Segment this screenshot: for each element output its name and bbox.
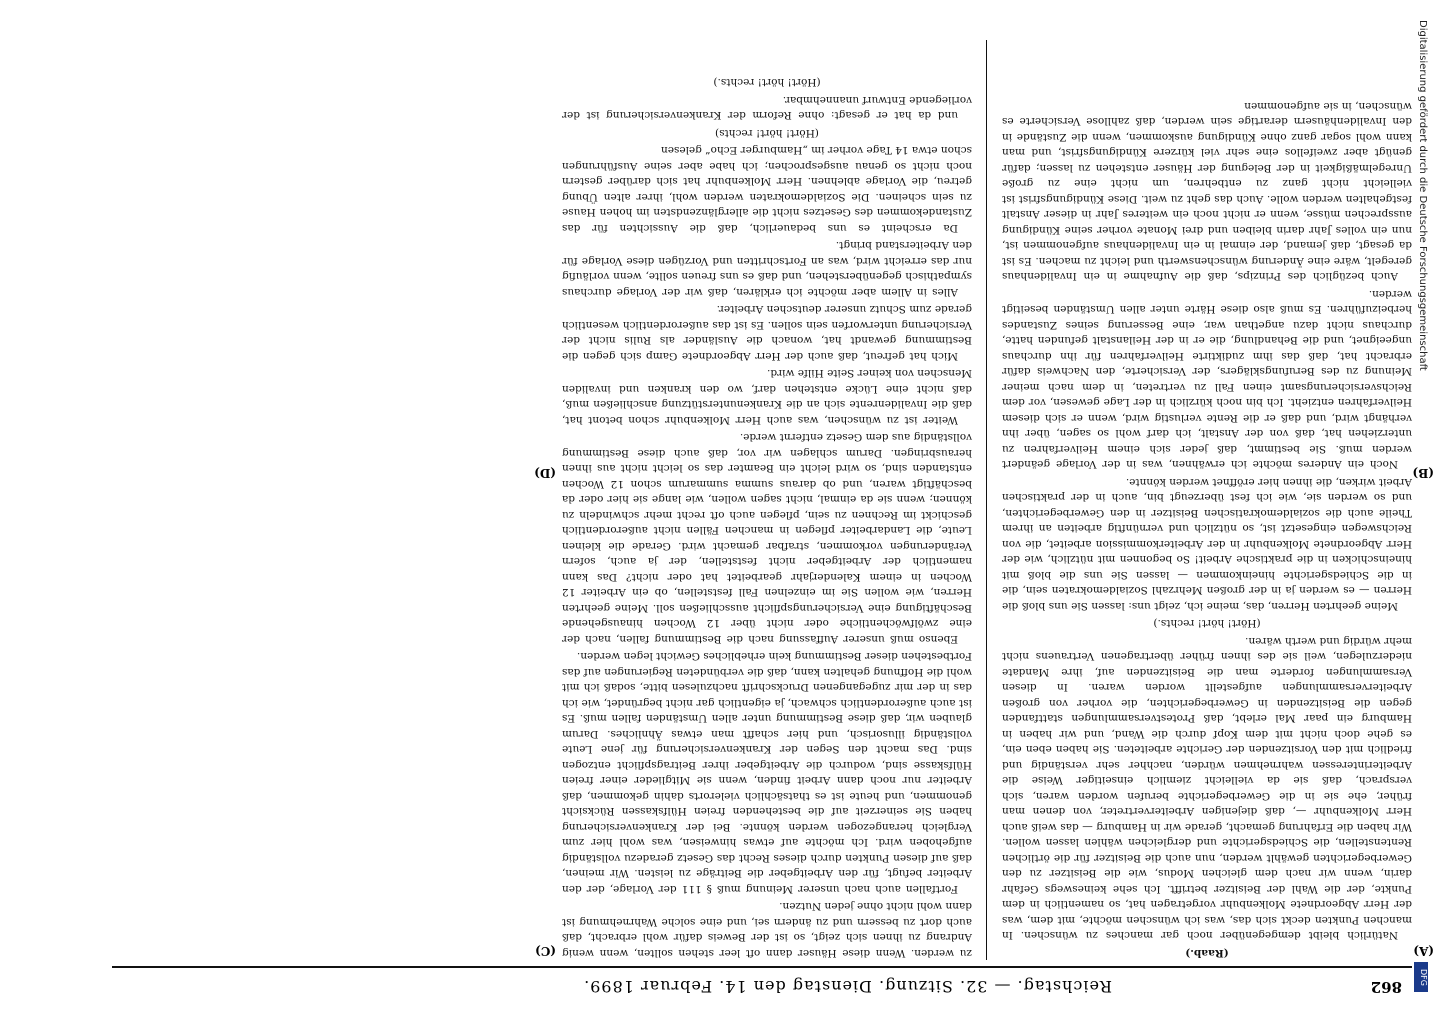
paragraph: und da hat er gesagt: ohne Reform der Krankenversicherung ist der vorliegende Entwurf unannehmbar. bbox=[562, 92, 972, 123]
page-header bbox=[112, 966, 1412, 1000]
credit-strip bbox=[1412, 0, 1432, 1000]
column-divider bbox=[986, 40, 987, 960]
paragraph: Mich hat gefreut, daß auch der Herr Abgeordnete Gamp sich gegen die Bestimmung gewandt hat, wonach die Ausländer als Rulis nicht der Versicherung unterworfen sein sollen. Es ist das außerordentlich wesentlich gerade zum Schutz unserer deutschen Arbeiter. bbox=[562, 301, 972, 363]
left-column bbox=[1002, 96, 1412, 961]
dfg-logo: DFG bbox=[1414, 962, 1428, 992]
interjection: (Hört! hört! rechts.) bbox=[1002, 615, 1412, 631]
paragraph: Ebenso muß unserer Auffassung nach die Bestimmung fallen, nach der eine zwölfwöchentliche oder nicht über 12 Wochen hinausgehende Beschäftigung eine Versicherungspflicht ausschließen soll. Meine geehrten Herren, wie wollen Sie im einzelnen Fall feststellen, ob ein Arbeiter 12 Wochen in einem Kalenderjahr gearbeitet hat oder nicht? Das kann namentlich der Arbeitgeber nicht feststellen, der ja auch, sofern Veränderungen vorkommen, strafbar gemacht wird. Gerade die kleinen Leute, die Landarbeiter pflegen in manchen Fällen nicht außerordentlich geschickt im Rechnen zu sein, pflegen auch oft recht mehr schwindeln zu können; wenn sie da einmal, nicht sagen wollen, wie lange sie hier oder da beschäftigt waren, und ob daraus summa summarum schon 12 Wochen entstanden sind, so wird leicht ein Beamter das so leicht nicht aus ihnen herausbringen. Darum schlagen wir vor, daß auch diese Bestimmung vollständig aus dem Gesetz entfernt werde. bbox=[562, 429, 972, 646]
paragraph: Natürlich bleibt demgegenüber noch gar manches zu wünschen. In manchen Punkten deckt sich das, was ich wünschen möchte, mit dem, was der Herr Abgeordnete Molkenbuhr vorgetragen hat, so namentlich in dem Punkte, der die Wahl der Beisitzer betrifft. Ich sehe keineswegs Gefahr darin, wenn wir nach dem gleichen Modus, wie die Beisitzer zu den Gewerbegerichten gewählt werden, nun auch die Beisitzer für die örtlichen Rentenstellen, die Schiedsgerichte und dergleichen wählen lassen wollen. Wir haben die Erfahrung gemacht, gerade wir in Hamburg — das weiß auch Herr Molkenbuhr —, daß diejenigen Arbeitervertreter, von denen man früher, ehe sie in die Gewerbegerichte berufen worden waren, sich versprach, daß sie da vielleicht ziemlich einseitiger Weise die Arbeiterinteressen wahrnehmen würden, nachher sehr verständig und friedlich mit den Vorsitzenden der Gerichte arbeiteten. Sie haben eben ein, es gehe doch nicht mit dem Kopf durch die Wand, und wir haben in Hamburg ein paar Mal erlebt, daß Protestversammlungen stattfanden gegen die Beisitzenden in Gewerbegerichten, die vorher von großen Arbeiterversammlungen aufgestellt worden waren. In diesen Versammlungen forderte man die Beisitzenden auf, ihre Mandate niederzulegen, weil sie des ihnen früher übertragenen Vertrauens nicht mehr würdig und werth wären. bbox=[1002, 633, 1412, 943]
margin-mark-d: (D) bbox=[534, 466, 556, 480]
interjection: (Hört! hört! rechts) bbox=[562, 125, 972, 141]
margin-mark-c: (C) bbox=[535, 944, 556, 958]
paragraph: Meine geehrten Herren, das, meine ich, zeigt uns: lassen Sie uns bloß die Herren — es werden ja in der großen Mehrzahl Sozialdemokraten sein, die in die Schiedsgerichte hineinkommen — lassen Sie uns die bloß mit hineinschicken in die praktische Arbeit! So begonnen mit nützlich, wie der Herr Abgeordnete Molkenbuhr in der Arbeiterkommission arbeitet, die von Reichswegen eingesetzt ist, so nützlich und vernünftig arbeiten an ihrem Theile auch die sozialdemokratischen Beisitzer in den Gewerbegerichten, und so werden sie, wie ich fest überzeugt bin, auch in der praktischen Arbeit wirken, die ihnen hier eröffnet werden könnte. bbox=[1002, 474, 1412, 614]
page-title: Reichstag. — 32. Sitzung. Dienstag den 14. Februar 1899. bbox=[583, 977, 1112, 996]
speaker-label: (Raab.) bbox=[1002, 945, 1412, 961]
paragraph: Fortfallen auch nach unserer Meinung muß § 111 der Vorlage, der den Arbeiter befugt, für den Arbeitgeber die Beiträge zu leisten. Wir meinen, daß auf diesen Punkten durch dieses Recht das Gesetz geradezu vollständig aufgehoben wird. Ich möchte auf etwas hinweisen, was wohl hier zum Vergleich herangezogen werden könnte. Bei der Krankenversicherung haben Sie seinerzeit auf die bestehenden freien Hülfskassen Rücksicht genommen, und heute ist es thatsächlich vielerorts dahin gekommen, daß Arbeiter nur noch dann Arbeit finden, wenn sie Mitglieder einer freien Hülfskasse sind, wodurch die Arbeitgeber ihrer Beitragspflicht entzogen sind. Das macht den Segen der Krankenversicherung für jene Leute vollständig illusorisch, und hier schafft man etwas Ähnliches. Darum glauben wir, daß diese Bestimmung unter allen Umständen fallen muß. Es ist auch außerordentlich schwach, ja eigentlich gar nicht begründet, wie ich das in der mir zugegangenen Druckschrift nachzulesen bitte, sodaß ich mit wohl die Hoffnung gehalten kann, daß die verbündeten Regierungen auf das Fortbestehen dieser Bestimmung kein erhebliches Gewicht legen werden. bbox=[562, 648, 972, 896]
paragraph: Alles in Allem aber möchte ich erklären, daß wir der Vorlage durchaus sympathisch gegenüberstehen, und daß es uns freuen sollte, wenn vorläufig nur das erreicht wird, was an Fortschritten und Vorzügen diese Vorlage für den Arbeiterstand bringt. bbox=[562, 237, 972, 299]
paragraph: Da erscheint es uns bedauerlich, daß die Aussichten für das Zustandekommen des Gesetzes nicht die allerglänzendsten im hohen Hause zu sein scheinen. Die Sozialdemokraten werden wohl, ihrer alten Übung getreu, die Vorlage ablehnen. Herr Molkenbuhr hat sich darüber gestern noch nicht so genau ausgesprochen; ich habe aber seine Ausführungen schon etwa 14 Tage vorher im „Hamburger Echo“ gelesen bbox=[562, 142, 972, 235]
paragraph: zu werden. Wenn diese Häuser dann oft leer stehen sollten, wenn wenig Andrang zu ihnen sich zeigt, so ist der Beweis dafür wohl erbracht, daß auch dort zu bessern und zu ändern sei, und eine solche Wahrnehmung ist dann wohl nicht ohne jeden Nutzen. bbox=[562, 898, 972, 960]
margin-mark-a: (A) bbox=[1413, 944, 1434, 958]
right-column bbox=[562, 72, 972, 960]
page-number: 862 bbox=[1371, 978, 1402, 996]
credit-text: Digitalisierung gefördert durch die Deutsche Forschungsgemeinschaft bbox=[1412, 0, 1432, 1020]
paragraph: Noch ein Anderes möchte ich erwähnen, was in der Vorlage geändert werden muß. Sie bestimmt, daß jeder sich einem Heilverfahren zu unterziehen hat, daß von der Anstalt, ich darf wohl so sagen, über ihn verhängt wird, und daß er die Rente verlustig wird, wenn er sich diesem Heilverfahren entzieht. Ich bin noch kürzlich in der Lage gewesen, vor dem Reichsversicherungsamt einen Fall zu vertreten, in dem nach meiner Meinung zu des Berufungsklägers, der Versicherte, den Nachweis dafür erbracht hat, daß das ihm zudiktirte Heilverfahren für ihn durchaus ungeeignet, und die Behandlung, die er in der Heilanstalt gefunden hatte, durchaus nicht dazu angethan war, eine Besserung seines Zustandes herbeizuführen. Es muß also diese Härte unter allen Umständen beseitigt werden. bbox=[1002, 286, 1412, 472]
paragraph: Weiter ist zu wünschen, was auch Herr Molkenbuhr schon betont hat, daß die Invalidenrente sich an die Krankenunterstützung anschließen muß, daß nicht eine Lücke entstehen darf, wo den kranken und invaliden Menschen von keiner Seite Hilfe wird. bbox=[562, 365, 972, 427]
newspaper-page bbox=[22, 0, 1412, 1000]
margin-mark-b: (B) bbox=[1413, 466, 1434, 480]
paragraph: Auch bezüglich des Prinzips, daß die Aufnahme in ein Invalidenhaus geregelt, wäre eine Änderung wünschenswerth und leicht zu machen. Es ist da gesagt, daß jemand, der einmal in ein Invalidenhaus aufgenommen ist, nun ein volles Jahr darin bleiben und drei Monate vorher seine Kündigung aussprechen müsse, wenn er nicht noch ein weiteres Jahr in dieser Anstalt festgehalten werden wolle. Auch das geht zu weit. Diese Kündigungsfrist ist vielleicht nicht ganz zu entbehren, um nicht eine zu große Unregelmäßigkeit in der Belegung der Häuser entstehen zu lassen; dafür genügt aber zweifellos eine sehr viel kürzere Kündigungsfrist, und man kann wohl sogar ganz ohne Kündigung auskommen, wenn die Zustände in den Invalidenhäusern derartige sein werden, daß zahllose Versicherte es wünschen, in sie aufgenommen bbox=[1002, 98, 1412, 284]
interjection: (Hört! hört! rechts.) bbox=[562, 74, 972, 90]
